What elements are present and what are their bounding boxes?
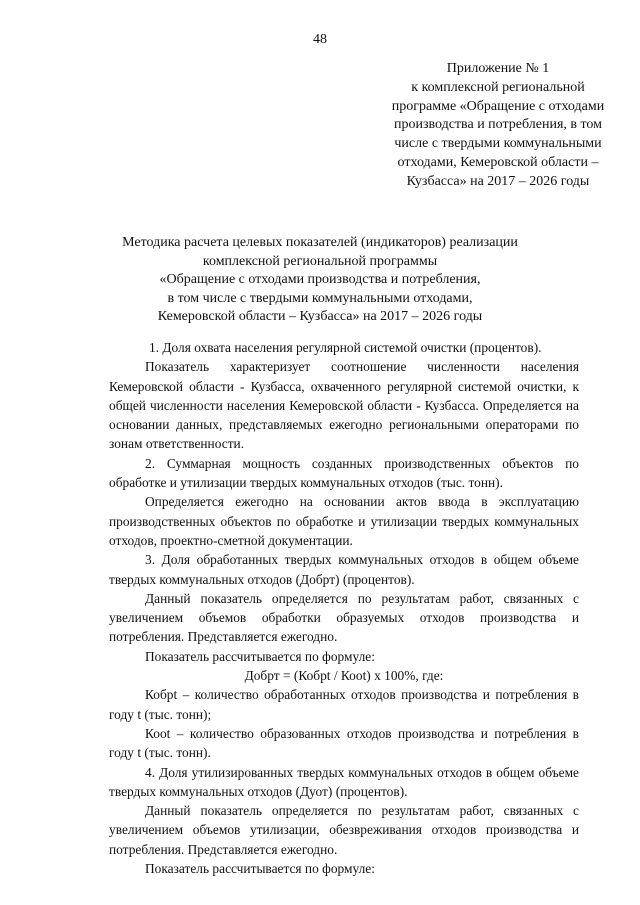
- appendix-line: числе с твердыми коммунальными: [394, 136, 602, 152]
- paragraph: 1. Доля охвата населения регулярной системой очистки (процентов).: [149, 340, 542, 355]
- title-line: в том числе с твердыми коммунальными отходами,: [167, 290, 473, 306]
- paragraph: 4. Доля утилизированных твердых коммунальных отходов в общем объеме твердых коммунальных отходов (Дуот) (процентов).: [109, 764, 579, 799]
- appendix-line: к комплексной региональной: [411, 79, 585, 95]
- document-title: [80, 234, 560, 327]
- title-line: Кемеровской области – Кузбасса» на 2017 – 2026 годы: [157, 309, 483, 325]
- paragraph: Определяется ежегодно на основании актов ввода в эксплуатацию производственных объектов по обработке и утилизации твердых коммунальных отходов, проектно-сметной документации.: [109, 494, 579, 548]
- paragraph: Кобрt – количество обработанных отходов производства и потребления в году t (тыс. тонн);: [109, 687, 579, 722]
- page-number: 48: [313, 32, 327, 47]
- paragraph: 3. Доля обработанных твердых коммунальных отходов в общем объеме твердых коммунальных отходов (Добрт) (процентов).: [109, 552, 579, 587]
- appendix-line: производства и потребления, в том: [393, 117, 603, 133]
- paragraph: Коot – количество образованных отходов производства и потребления в году t (тыс. тонн).: [109, 725, 579, 761]
- appendix-line: Приложение № 1: [446, 61, 550, 76]
- paragraph: Показатель рассчитывается по формуле:: [145, 861, 375, 877]
- title-line: «Обращение с отходами производства и потребления,: [159, 272, 481, 288]
- paragraph: Показатель характеризует соотношение численности населения Кемеровской области - Кузбасса, охваченного регулярной системой очистки, к общей численности населения Кемеровской области - Кузбасса. Определяется на основании данных, представляемых ежегодно региональными операторами по зонам ответственности.: [109, 359, 579, 452]
- appendix-line: Кузбасса» на 2017 – 2026 годы: [406, 173, 590, 189]
- title-line: комплексной региональной программы: [202, 253, 438, 269]
- body-text: [109, 338, 579, 878]
- paragraph: Данный показатель определяется по результатам работ, связанных с увеличением объемов утилизации, обезвреживания отходов производства и потребления. Представляется ежегодно.: [109, 803, 579, 857]
- appendix-header: [378, 60, 618, 192]
- paragraph: 2. Суммарная мощность созданных производственных объектов по обработке и утилизации твердых коммунальных отходов (тыс. тонн).: [109, 455, 579, 491]
- paragraph: Показатель рассчитывается по формуле:: [145, 648, 375, 664]
- appendix-line: отходами, Кемеровской области –: [397, 154, 599, 170]
- title-line: Методика расчета целевых показателей (индикаторов) реализации: [122, 235, 518, 250]
- appendix-line: программе «Обращение с отходами: [391, 98, 605, 114]
- paragraph: Данный показатель определяется по результатам работ, связанных с увеличением объемов обработки образуемых отходов производства и потребления. Представляется ежегодно.: [109, 590, 579, 645]
- formula: Добрт = (Кобрt / Коot) х 100%, где:: [244, 668, 444, 684]
